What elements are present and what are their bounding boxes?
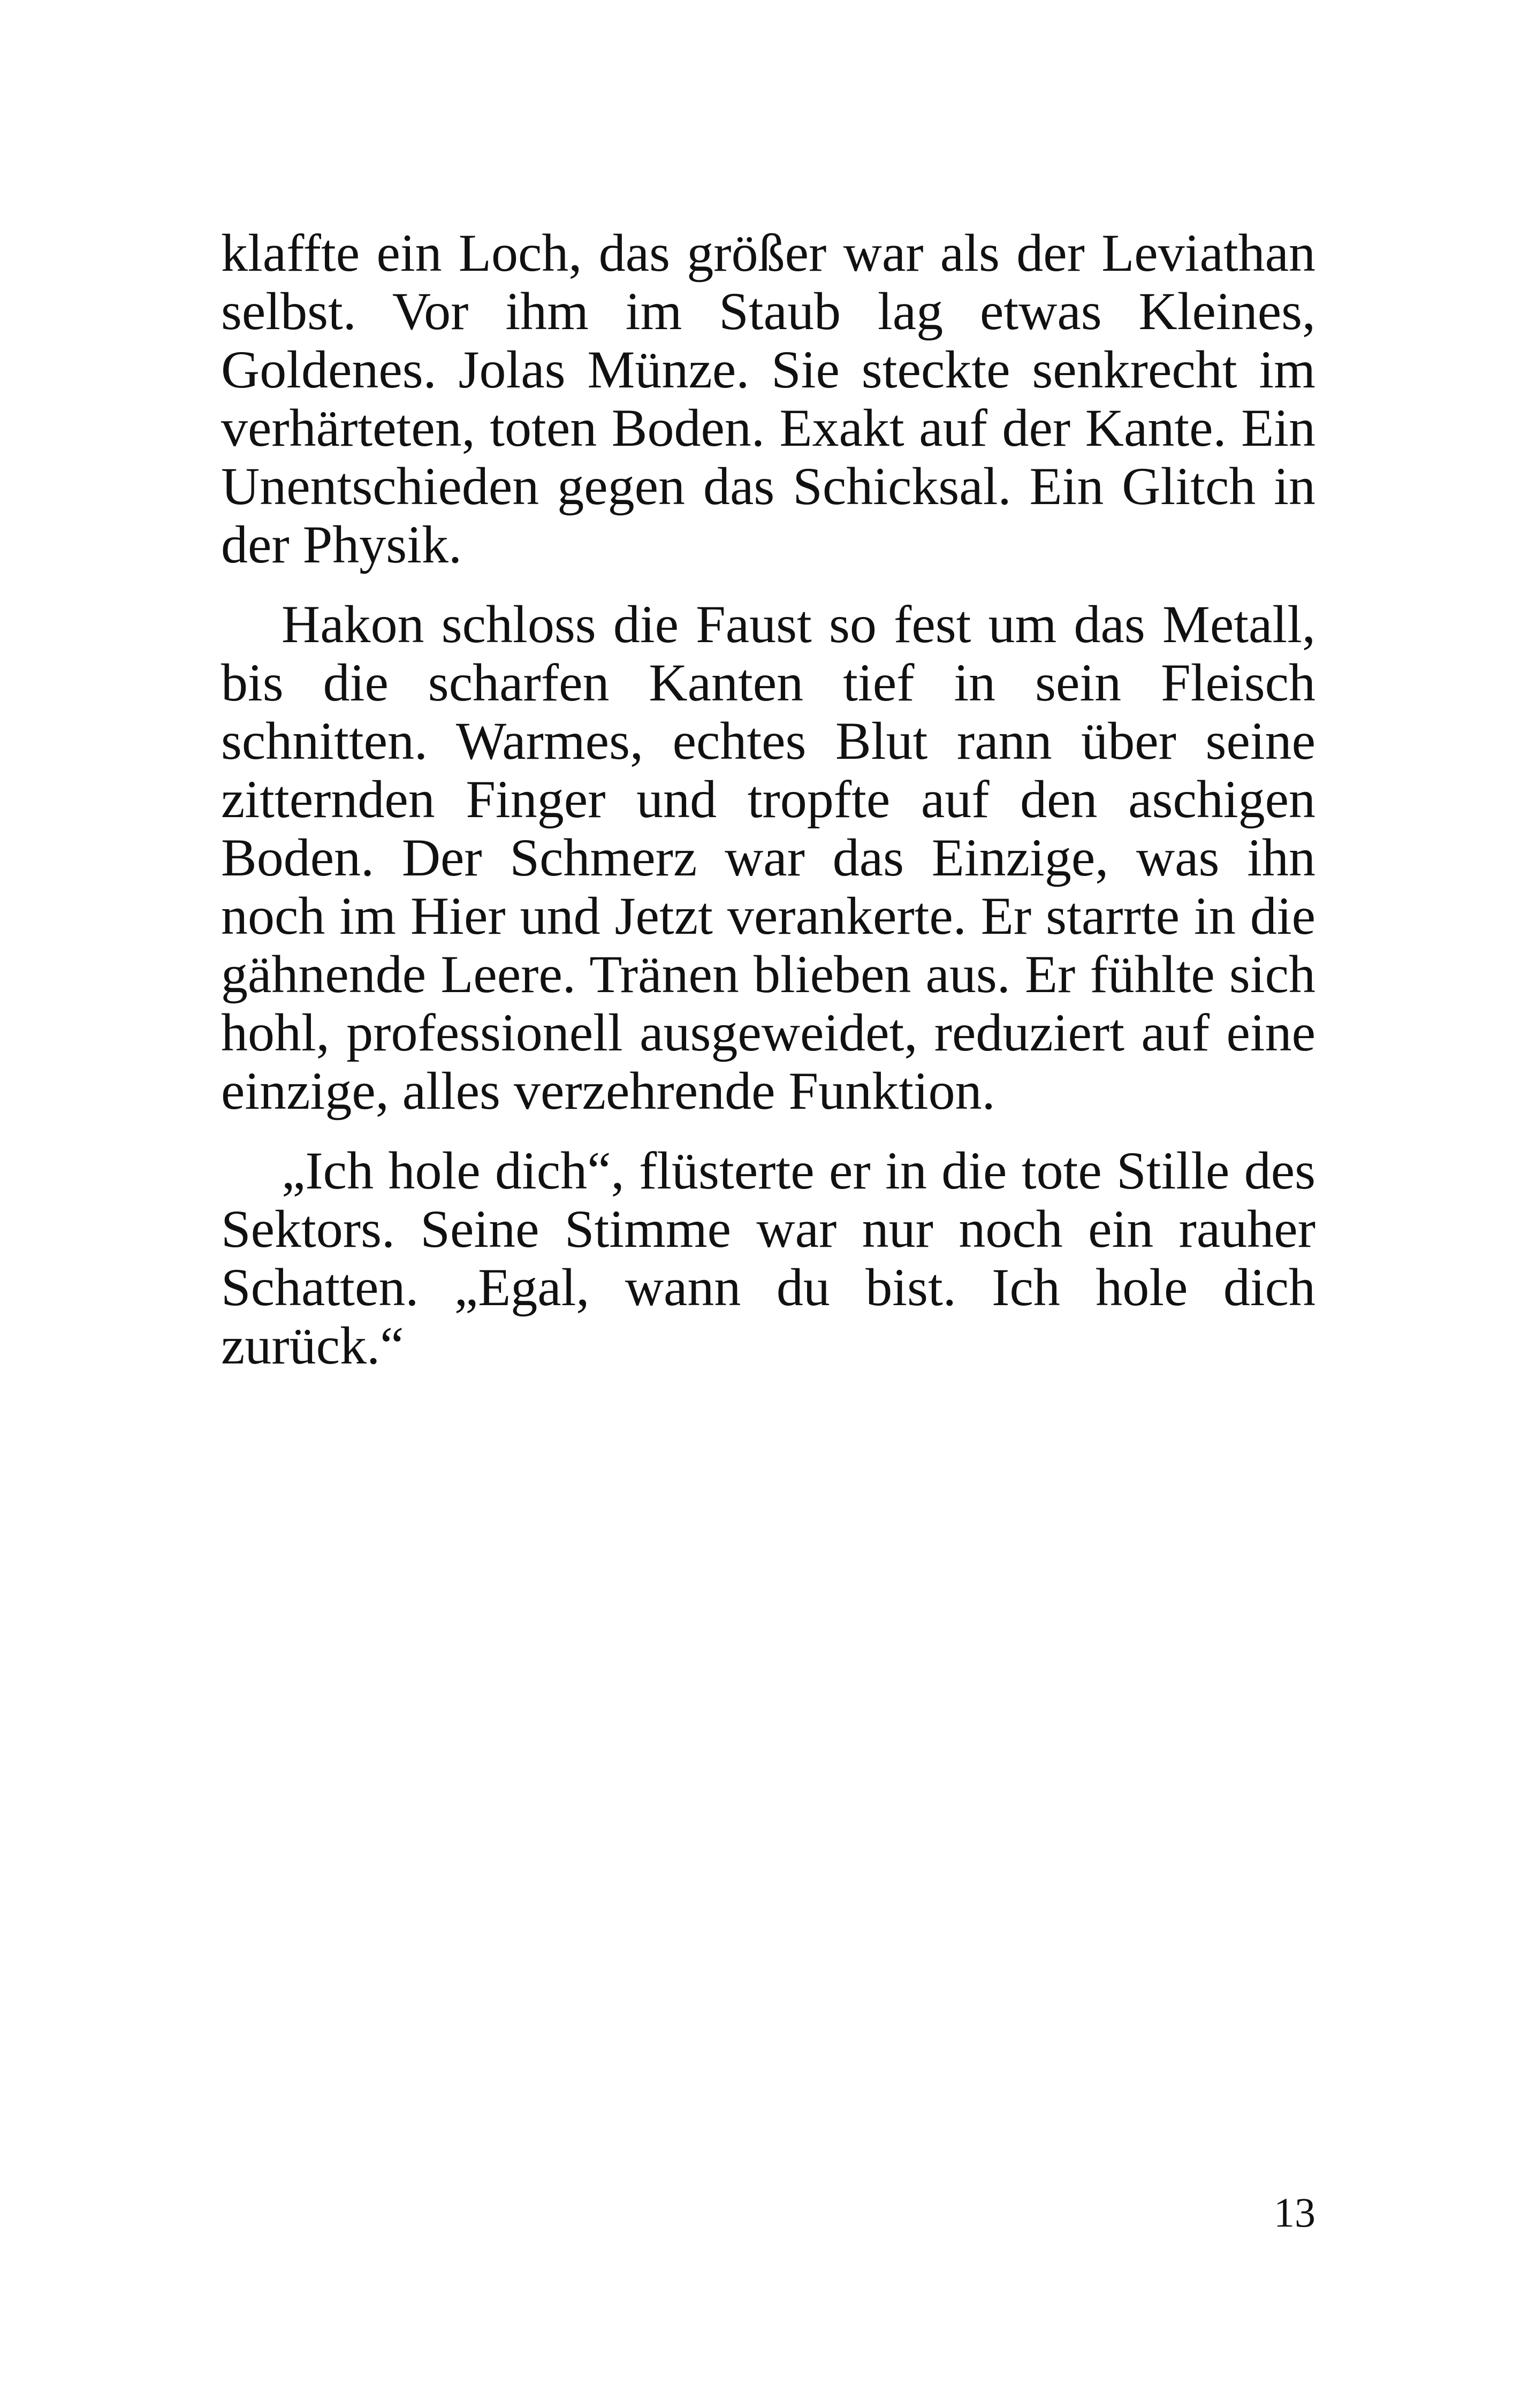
paragraph-hakon: Hakon schloss die Faust so fest um das Metall, bis die scharfen Kanten tief in sein Fleisch schnitten. Warmes, echtes Blut rann über seine zitternden Finger und tropfte auf den aschigen Boden. Der Schmerz war das Einzige, was ihn noch im Hier und Jetzt verankerte. Er starrte in die gähnende Leere. Tränen blieben aus. Er fühlte sich hohl, professionell ausgeweidet, reduziert auf eine einzige, alles verzehrende Funktion. [221,595,1315,1121]
page-number: 13 [1274,2189,1315,2236]
paragraph-dialogue: „Ich hole dich“, flüsterte er in die tote Stille des Sektors. Seine Stimme war nur noch ein rauher Schatten. „Egal, wann du bist. Ich hole dich zurück.“ [221,1141,1315,1375]
body-text [221,224,1315,1375]
paragraph-continuation: klaffte ein Loch, das größer war als der Leviathan selbst. Vor ihm im Staub lag etwas Kleines, Goldenes. Jolas Münze. Sie steckte senkrecht im verhärteten, toten Boden. Exakt auf der Kante. Ein Unentschieden gegen das Schicksal. Ein Glitch in der Physik. [221,223,1315,574]
